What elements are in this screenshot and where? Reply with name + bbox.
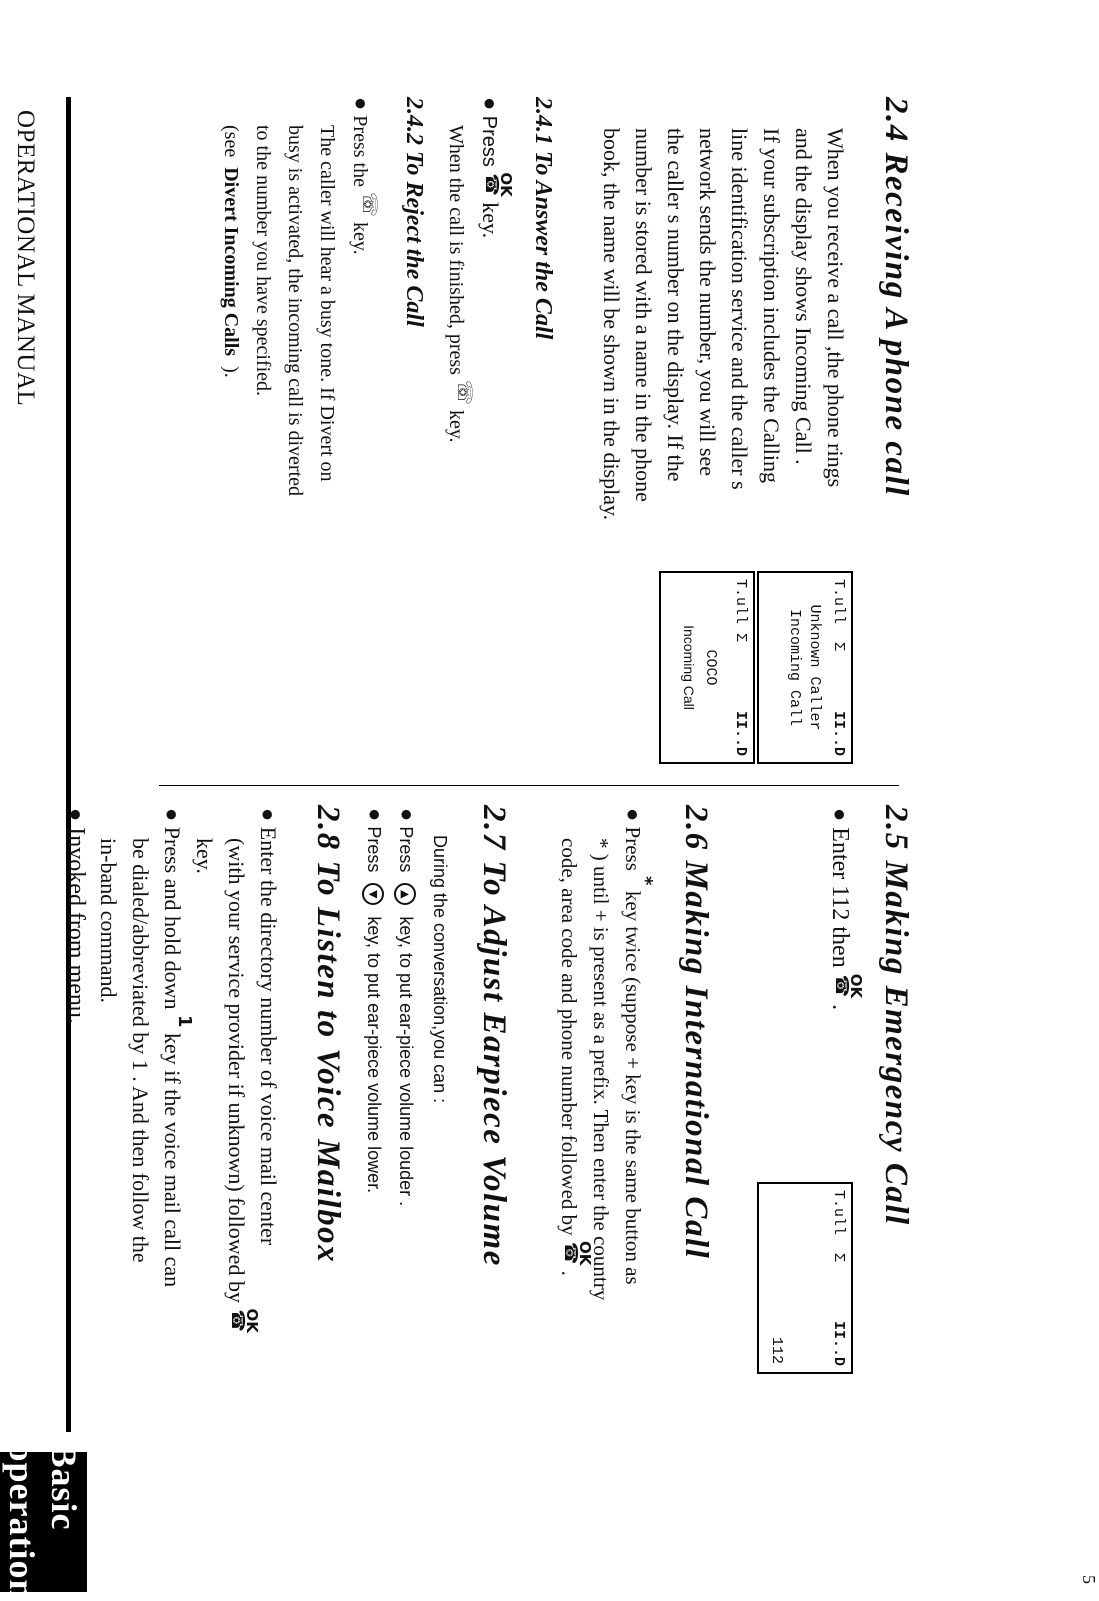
bullet-icon: ●: [395, 808, 420, 822]
column-divider: [159, 785, 899, 786]
section-2-4-body: [595, 128, 851, 520]
press-label: Press: [478, 115, 500, 167]
lcd-screen-emergency: [757, 1182, 853, 1374]
heading-2-7: 2.7 To Adjust Earpiece Volume: [476, 805, 512, 1267]
voicemail-key-1-icon: [174, 1015, 195, 1028]
press-label: Press: [396, 826, 416, 873]
intl-line-2: * ) until + is present as a prefix. Then enter the country: [589, 838, 613, 1301]
lcd-line-2: Incoming Call: [786, 608, 803, 727]
lcd-status-left: T.ull Σ: [732, 579, 749, 643]
key-suffix: key.: [349, 221, 371, 255]
phone-glyph: ☎: [560, 1241, 581, 1265]
section-tab-banner: [0, 1443, 87, 1601]
intl-line-3-suffix: .: [557, 1270, 581, 1276]
lcd-line-1: COCO: [702, 649, 719, 686]
vm-text: Invoked from menu.: [63, 827, 89, 1024]
text-line: to the number you have specified.: [252, 125, 274, 397]
text-line: When you receive a call ,the phone rings: [823, 128, 848, 488]
emergency-call-step: [824, 808, 865, 1011]
ok-call-key-icon: [481, 172, 515, 197]
key-suffix: key.: [478, 202, 503, 239]
lcd-screen-unknown-caller: [757, 571, 853, 764]
vm-bullet-1-line-3: key.: [192, 838, 217, 874]
ok-call-key-icon: [831, 973, 865, 999]
ok-key-label: OK: [243, 1308, 261, 1333]
voice-mailbox-body: [60, 808, 284, 1333]
bullet-icon: ●: [349, 97, 374, 111]
volume-intro: During the conversation,you can :: [430, 835, 450, 1104]
bullet-icon: ●: [363, 808, 388, 822]
lcd-status-right: II..D: [830, 1320, 847, 1366]
phone-glyph: ☎: [481, 173, 502, 196]
vm-bullet-2-line-1: [156, 808, 195, 1333]
lcd-status-left: T.ull Σ: [830, 579, 847, 652]
heading-2-6: 2.6 Making International Call: [678, 805, 714, 1260]
lcd-line-2: Incoming Call: [681, 625, 697, 710]
answer-call-note: [440, 125, 477, 443]
text-line: busy is activated, the incoming call is diverted: [284, 125, 306, 497]
bullet-icon: ●: [621, 808, 646, 822]
heading-2-4-1: 2.4.1 To Answer the Call: [530, 97, 556, 340]
reject-call-body: [215, 125, 343, 496]
bullet-icon: ●: [828, 808, 853, 822]
volume-down-key-icon: ▼: [362, 883, 384, 905]
volume-up-step: [392, 808, 421, 1206]
star-key-icon: [635, 876, 656, 886]
reject-call-step: [344, 97, 382, 255]
vm-bullet-2-line-2: be dialed/abbreviated by 1 . And then follow the: [128, 838, 153, 1263]
text-line: network sends the number, you will see: [695, 128, 720, 476]
volume-down-text: key, to put ear-piece volume lower.: [364, 916, 384, 1194]
heading-2-4: 2.4 Receiving A phone call: [878, 97, 914, 497]
press-label: Press: [621, 826, 645, 871]
vm-bullet-3: [60, 808, 92, 1333]
page-number: 5: [1079, 1575, 1099, 1584]
bullet-icon: ●: [478, 97, 503, 111]
end-call-key-icon: [358, 191, 382, 217]
press-label: Press: [364, 826, 384, 873]
vm-text: key if the voice mail call can: [160, 1033, 185, 1288]
vm-bullet-1-line-2: [220, 808, 261, 1333]
heading-2-5: 2.5 Making Emergency Call: [878, 805, 914, 1226]
text-line: book, the name will be shown in the display.: [599, 128, 624, 521]
press-label: Press the: [349, 115, 371, 187]
text-line: number is stored with a name in the phone: [631, 128, 656, 502]
see-suffix: ).: [220, 366, 242, 378]
lcd-screen-coco: [659, 571, 755, 764]
see-prefix: (see: [220, 125, 242, 158]
vm-text: Press and hold down: [160, 826, 185, 1010]
volume-up-key-icon: ▲: [394, 883, 416, 905]
bullet-icon: ●: [64, 808, 89, 822]
text-line: the caller s number on the display. If the: [663, 128, 688, 482]
vm-bullet-2-line-3: in-band command.: [96, 838, 121, 1003]
end-glyph: ☏: [453, 379, 477, 405]
heading-2-4-2: 2.4.2 To Reject the Call: [401, 97, 427, 327]
note-prefix: When the call is finished, press: [445, 125, 467, 375]
phone-glyph: ☎: [227, 1309, 248, 1332]
section-tab-label: Basic operation: [2, 1443, 85, 1601]
volume-up-text: key, to put ear-piece volume louder .: [396, 916, 416, 1207]
emergency-suffix: .: [827, 1004, 853, 1011]
vm-text: Enter the directory number of voice mail center: [256, 826, 281, 1246]
phone-glyph: ☎: [831, 974, 852, 998]
volume-down-step: [360, 808, 389, 1193]
end-call-key-icon: [453, 379, 477, 405]
answer-call-step: [473, 97, 515, 239]
bullet-icon: ●: [160, 808, 185, 822]
text-line: The caller will hear a busy tone. If Divert on: [316, 125, 338, 482]
bullet-icon: ●: [256, 808, 281, 822]
ok-key-label: OK: [497, 172, 515, 197]
note-suffix: key.: [445, 409, 467, 443]
vm-bullet-1-line-1: [252, 808, 284, 1333]
vm-text: (with your service provider if unknown) followed by: [224, 838, 249, 1303]
intl-line-3-text: code, area code and phone number followed by: [557, 838, 581, 1236]
end-glyph: ☏: [358, 191, 382, 217]
page-header: OPERATIONAL MANUAL: [12, 110, 39, 407]
international-call-body: [553, 808, 656, 1301]
ok-call-key-icon: [560, 1240, 594, 1266]
intl-line-1-text: key twice (suppose + key is the same button as: [621, 890, 645, 1285]
lcd-status-right: II..D: [732, 710, 749, 756]
intl-line-3: [553, 808, 594, 1300]
lcd-status-left: T.ull Σ: [830, 1190, 847, 1263]
star-key-label: *: [635, 876, 656, 886]
ok-key-label: OK: [847, 973, 865, 999]
voicemail-key-label: 1: [174, 1015, 195, 1028]
text-line: line identification service and the caller s: [727, 128, 752, 490]
lcd-line-1: Unknown Caller: [806, 604, 823, 731]
ok-call-key-icon: [227, 1308, 261, 1333]
text-line: and the display shows Incoming Call .: [791, 128, 816, 465]
lcd-dialed-number: 112: [768, 1336, 785, 1364]
lcd-status-right: II..D: [830, 710, 847, 756]
text-line: If your subscription includes the Calling: [759, 128, 784, 483]
emergency-text: Enter 112 then: [827, 827, 853, 968]
see-link-divert-incoming-calls: Divert Incoming Calls: [220, 167, 242, 357]
intl-line-1: [617, 808, 656, 1300]
ok-key-label: OK: [576, 1240, 594, 1266]
see-reference: [215, 125, 247, 496]
heading-2-8: 2.8 To Listen to Voice Mailbox: [310, 805, 346, 1264]
